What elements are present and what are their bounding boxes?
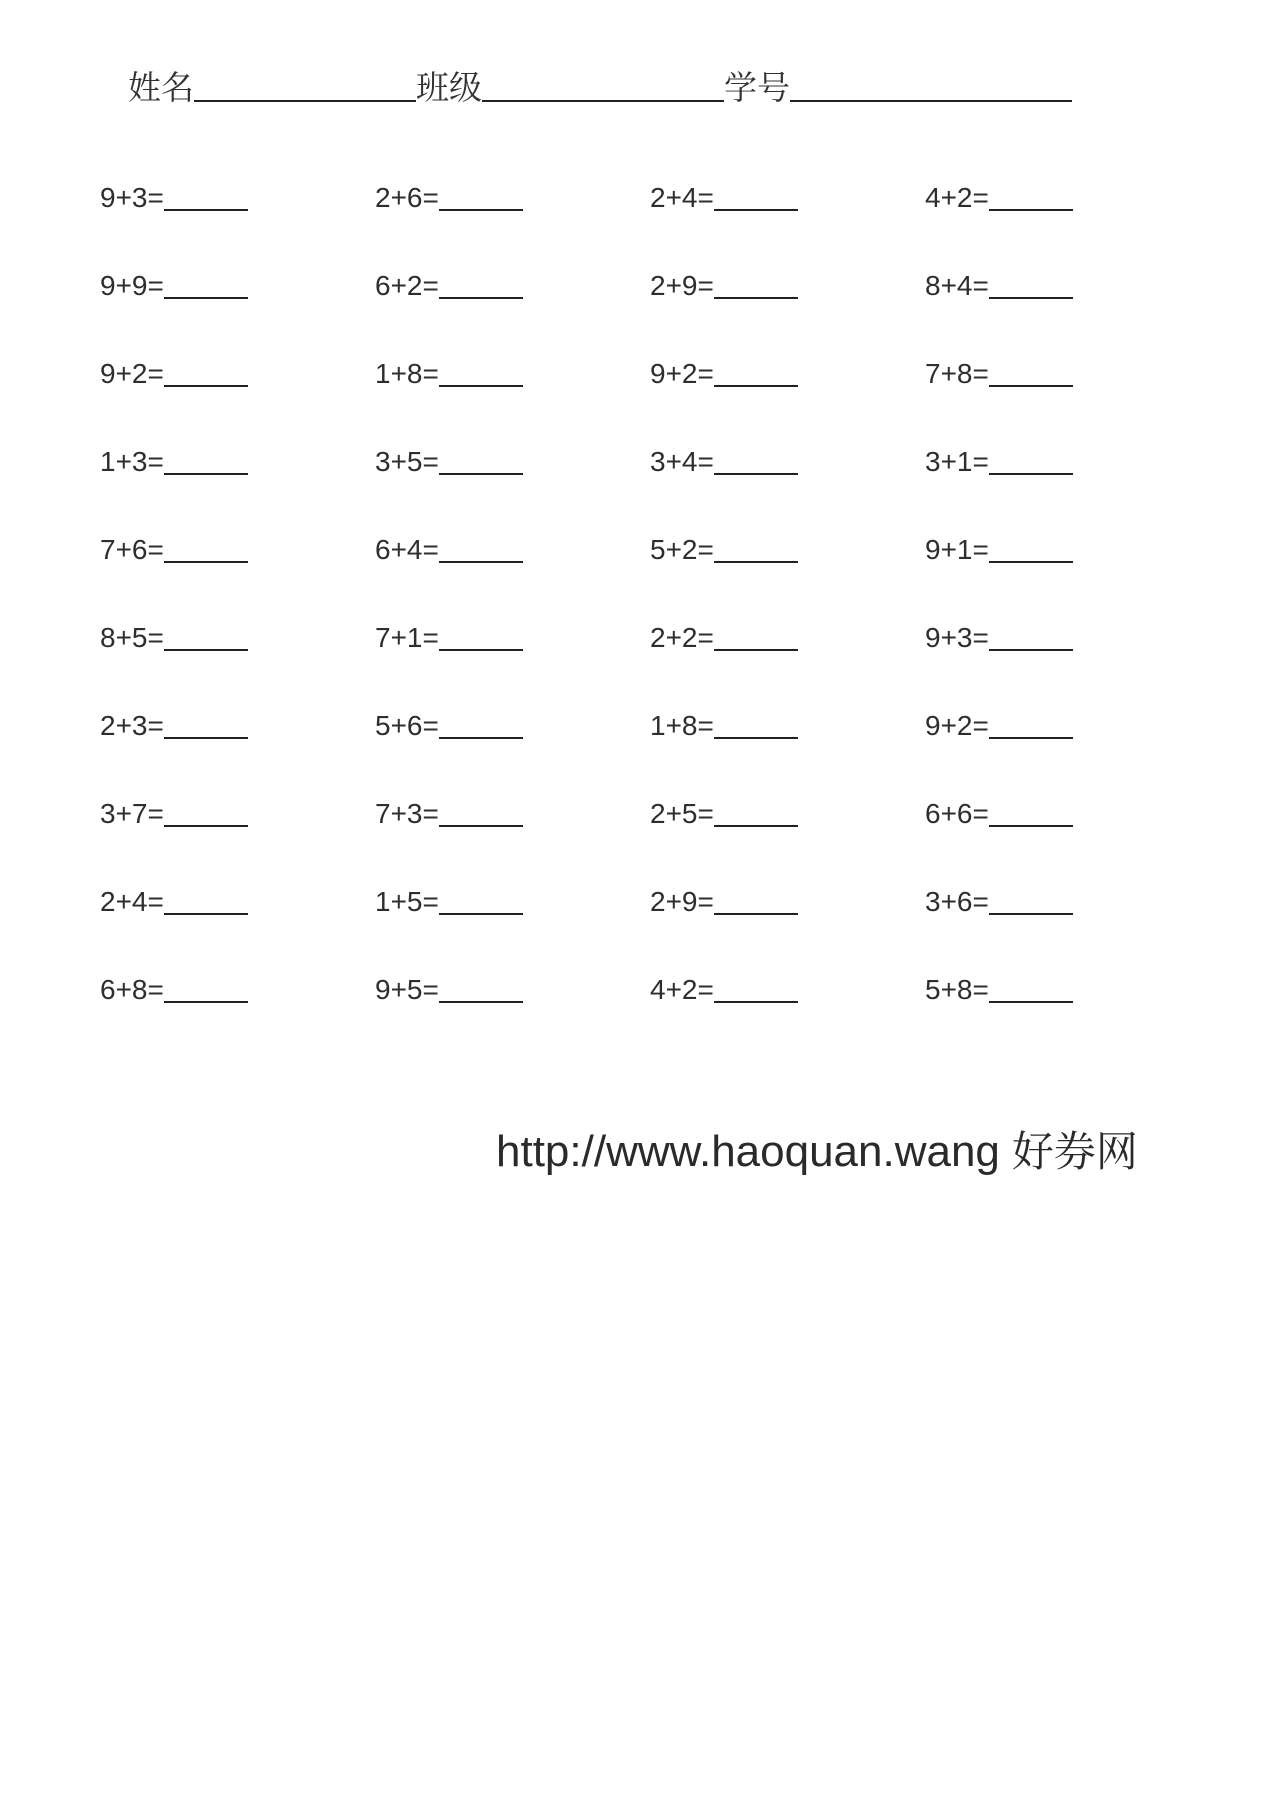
name-label: 姓名 <box>128 68 194 107</box>
problem-row <box>100 260 1200 348</box>
problem-item <box>100 348 375 388</box>
problem-item <box>100 964 375 1004</box>
problem-expression: 3+6= <box>925 886 989 917</box>
answer-blank[interactable] <box>164 649 248 651</box>
footer-site-name: 好券网 <box>1011 1127 1138 1176</box>
answer-blank[interactable] <box>439 297 523 299</box>
problem-expression: 9+2= <box>100 358 164 389</box>
answer-blank[interactable] <box>714 473 798 475</box>
problem-item <box>650 436 925 476</box>
problem-expression: 7+6= <box>100 534 164 565</box>
problem-item <box>925 172 1200 212</box>
problem-expression: 9+2= <box>650 358 714 389</box>
problem-item <box>100 260 375 300</box>
problem-item <box>100 788 375 828</box>
worksheet-header <box>128 56 1072 107</box>
answer-blank[interactable] <box>989 209 1073 211</box>
problem-row <box>100 876 1200 964</box>
problem-row <box>100 700 1200 788</box>
problem-item <box>100 612 375 652</box>
problem-expression: 9+3= <box>100 182 164 213</box>
problem-expression: 4+2= <box>650 974 714 1005</box>
problem-item <box>925 260 1200 300</box>
problem-grid <box>100 172 1200 1052</box>
problem-expression: 8+5= <box>100 622 164 653</box>
answer-blank[interactable] <box>714 825 798 827</box>
problem-item <box>650 876 925 916</box>
answer-blank[interactable] <box>164 737 248 739</box>
answer-blank[interactable] <box>439 561 523 563</box>
answer-blank[interactable] <box>714 209 798 211</box>
answer-blank[interactable] <box>439 913 523 915</box>
class-field[interactable] <box>482 100 724 102</box>
problem-expression: 1+5= <box>375 886 439 917</box>
problem-expression: 9+9= <box>100 270 164 301</box>
answer-blank[interactable] <box>989 825 1073 827</box>
answer-blank[interactable] <box>989 297 1073 299</box>
problem-item <box>925 964 1200 1004</box>
problem-expression: 3+4= <box>650 446 714 477</box>
answer-blank[interactable] <box>439 385 523 387</box>
problem-expression: 1+8= <box>650 710 714 741</box>
problem-item <box>100 172 375 212</box>
problem-item <box>650 700 925 740</box>
problem-expression: 2+6= <box>375 182 439 213</box>
answer-blank[interactable] <box>714 737 798 739</box>
answer-blank[interactable] <box>164 561 248 563</box>
problem-expression: 5+6= <box>375 710 439 741</box>
answer-blank[interactable] <box>164 825 248 827</box>
problem-expression: 5+8= <box>925 974 989 1005</box>
answer-blank[interactable] <box>439 473 523 475</box>
problem-row <box>100 964 1200 1052</box>
problem-expression: 1+3= <box>100 446 164 477</box>
problem-expression: 2+5= <box>650 798 714 829</box>
problem-item <box>375 524 650 564</box>
problem-expression: 2+4= <box>100 886 164 917</box>
answer-blank[interactable] <box>164 1001 248 1003</box>
answer-blank[interactable] <box>989 473 1073 475</box>
problem-item <box>100 700 375 740</box>
student-id-field[interactable] <box>790 100 1072 102</box>
student-id-label: 学号 <box>724 68 790 107</box>
answer-blank[interactable] <box>714 649 798 651</box>
problem-item <box>375 700 650 740</box>
problem-expression: 2+9= <box>650 270 714 301</box>
answer-blank[interactable] <box>164 209 248 211</box>
answer-blank[interactable] <box>989 561 1073 563</box>
problem-item <box>925 524 1200 564</box>
problem-expression: 6+6= <box>925 798 989 829</box>
problem-row <box>100 524 1200 612</box>
problem-expression: 9+3= <box>925 622 989 653</box>
answer-blank[interactable] <box>164 297 248 299</box>
answer-blank[interactable] <box>714 1001 798 1003</box>
problem-item <box>375 348 650 388</box>
problem-expression: 3+7= <box>100 798 164 829</box>
problem-expression: 2+2= <box>650 622 714 653</box>
problem-row <box>100 172 1200 260</box>
footer-watermark <box>496 1127 1138 1176</box>
problem-expression: 9+5= <box>375 974 439 1005</box>
problem-item <box>925 612 1200 652</box>
problem-item <box>650 524 925 564</box>
problem-item <box>375 172 650 212</box>
answer-blank[interactable] <box>714 913 798 915</box>
problem-item <box>925 348 1200 388</box>
problem-expression: 3+1= <box>925 446 989 477</box>
problem-item <box>375 612 650 652</box>
answer-blank[interactable] <box>989 913 1073 915</box>
answer-blank[interactable] <box>164 473 248 475</box>
problem-item <box>925 876 1200 916</box>
problem-row <box>100 436 1200 524</box>
answer-blank[interactable] <box>989 649 1073 651</box>
answer-blank[interactable] <box>439 1001 523 1003</box>
answer-blank[interactable] <box>439 649 523 651</box>
problem-expression: 7+1= <box>375 622 439 653</box>
problem-item <box>925 788 1200 828</box>
answer-blank[interactable] <box>714 561 798 563</box>
answer-blank[interactable] <box>714 385 798 387</box>
answer-blank[interactable] <box>989 385 1073 387</box>
problem-item <box>650 348 925 388</box>
answer-blank[interactable] <box>989 737 1073 739</box>
name-field[interactable] <box>194 100 416 102</box>
answer-blank[interactable] <box>989 1001 1073 1003</box>
problem-item <box>925 436 1200 476</box>
answer-blank[interactable] <box>439 825 523 827</box>
problem-item <box>100 524 375 564</box>
problem-item <box>375 964 650 1004</box>
problem-row <box>100 348 1200 436</box>
footer-url: http://www.haoquan.wang <box>496 1127 1000 1176</box>
problem-expression: 3+5= <box>375 446 439 477</box>
problem-expression: 2+4= <box>650 182 714 213</box>
problem-expression: 9+1= <box>925 534 989 565</box>
problem-expression: 6+8= <box>100 974 164 1005</box>
problem-expression: 5+2= <box>650 534 714 565</box>
problem-item <box>650 172 925 212</box>
problem-row <box>100 612 1200 700</box>
answer-blank[interactable] <box>714 297 798 299</box>
problem-expression: 7+3= <box>375 798 439 829</box>
answer-blank[interactable] <box>439 209 523 211</box>
problem-expression: 9+2= <box>925 710 989 741</box>
problem-item <box>650 260 925 300</box>
problem-row <box>100 788 1200 876</box>
problem-item <box>925 700 1200 740</box>
problem-item <box>100 436 375 476</box>
problem-expression: 8+4= <box>925 270 989 301</box>
problem-expression: 6+2= <box>375 270 439 301</box>
problem-item <box>650 788 925 828</box>
problem-item <box>650 964 925 1004</box>
problem-item <box>375 260 650 300</box>
answer-blank[interactable] <box>164 385 248 387</box>
problem-expression: 6+4= <box>375 534 439 565</box>
class-label: 班级 <box>416 68 482 107</box>
problem-item <box>375 788 650 828</box>
problem-item <box>375 436 650 476</box>
problem-item <box>100 876 375 916</box>
problem-item <box>650 612 925 652</box>
problem-expression: 2+3= <box>100 710 164 741</box>
problem-expression: 1+8= <box>375 358 439 389</box>
problem-expression: 4+2= <box>925 182 989 213</box>
problem-expression: 2+9= <box>650 886 714 917</box>
problem-expression: 7+8= <box>925 358 989 389</box>
answer-blank[interactable] <box>439 737 523 739</box>
answer-blank[interactable] <box>164 913 248 915</box>
problem-item <box>375 876 650 916</box>
